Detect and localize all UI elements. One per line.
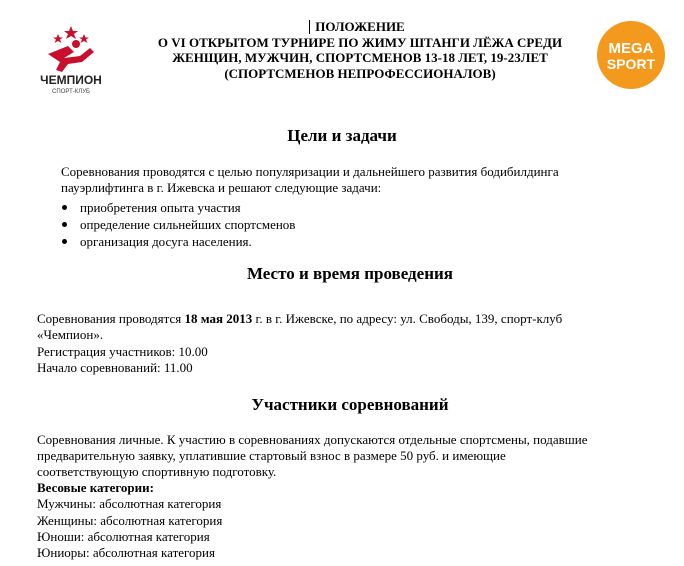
title-line-4: (СПОРТСМЕНОВ НЕПРОФЕССИОНАЛОВ) (224, 65, 496, 81)
category-juniors: Юниоры: абсолютная категория (37, 545, 215, 560)
participants-heading: Участники соревнований (251, 395, 449, 414)
mega-sport-logo (596, 20, 666, 90)
participants-line-2: предварительную заявку, уплатившие стартовый взнос в размере 50 руб. и имеющие (37, 448, 506, 463)
category-men: Мужчины: абсолютная категория (37, 496, 222, 511)
mega-logo-line1: MEGA (608, 40, 654, 57)
start-time: Начало соревнований: 11.00 (37, 360, 193, 375)
champion-logo-sub: СПОРТ-КЛУБ (52, 89, 90, 95)
title-line-2: О VI ОТКРЫТОМ ТУРНИРЕ ПО ЖИМУ ШТАНГИ ЛЁЖА СРЕДИ (157, 34, 563, 50)
weight-categories-heading: Весовые категории: (37, 480, 154, 495)
place-line-1-post: г. в г. Ижевске, по адресу: ул. Свободы, 139, спорт-клуб (252, 311, 563, 326)
goals-heading: Цели и задачи (287, 126, 397, 145)
document-title (130, 19, 590, 81)
list-item: организация досуга населения. (60, 233, 295, 250)
place-line-1-pre: Соревнования проводятся (37, 311, 185, 326)
category-youth: Юноши: абсолютная категория (37, 529, 210, 544)
title-line-3: ЖЕНЩИН, МУЖЧИН, СПОРТСМЕНОВ 13-18 ЛЕТ, 19-23ЛЕТ (172, 50, 548, 65)
place-line-2: «Чемпион». (37, 327, 104, 342)
mega-logo-line2: SPORT (606, 56, 656, 72)
participants-line-1: Соревнования личные. К участию в соревнованиях допускаются отдельные спортсмены, подавшие (37, 432, 588, 447)
goals-intro-line-2: пауэрлифтинга в г. Ижевска и решают следующие задачи: (61, 180, 382, 195)
list-item: определение сильнейших спортсменов (60, 216, 295, 233)
list-item: приобретения опыта участия (60, 199, 295, 216)
place-line-1 (37, 311, 562, 327)
tasks-list (60, 199, 295, 250)
participants-line-3: соответствующую спортивную подготовку. (37, 464, 277, 479)
champion-logo-name: ЧЕМПИОН (40, 73, 102, 87)
event-date: 18 мая 2013 (184, 311, 253, 326)
place-heading: Место и время проведения (246, 264, 453, 283)
title-line-1: ПОЛОЖЕНИЕ (315, 19, 405, 34)
champion-club-logo (18, 20, 124, 96)
goals-intro-line-1: Соревнования проводятся с целью популяризации и дальнейшего развития бодибилдинга (61, 164, 559, 179)
category-women: Женщины: абсолютная категория (37, 513, 223, 528)
registration-time: Регистрация участников: 10.00 (37, 344, 208, 359)
